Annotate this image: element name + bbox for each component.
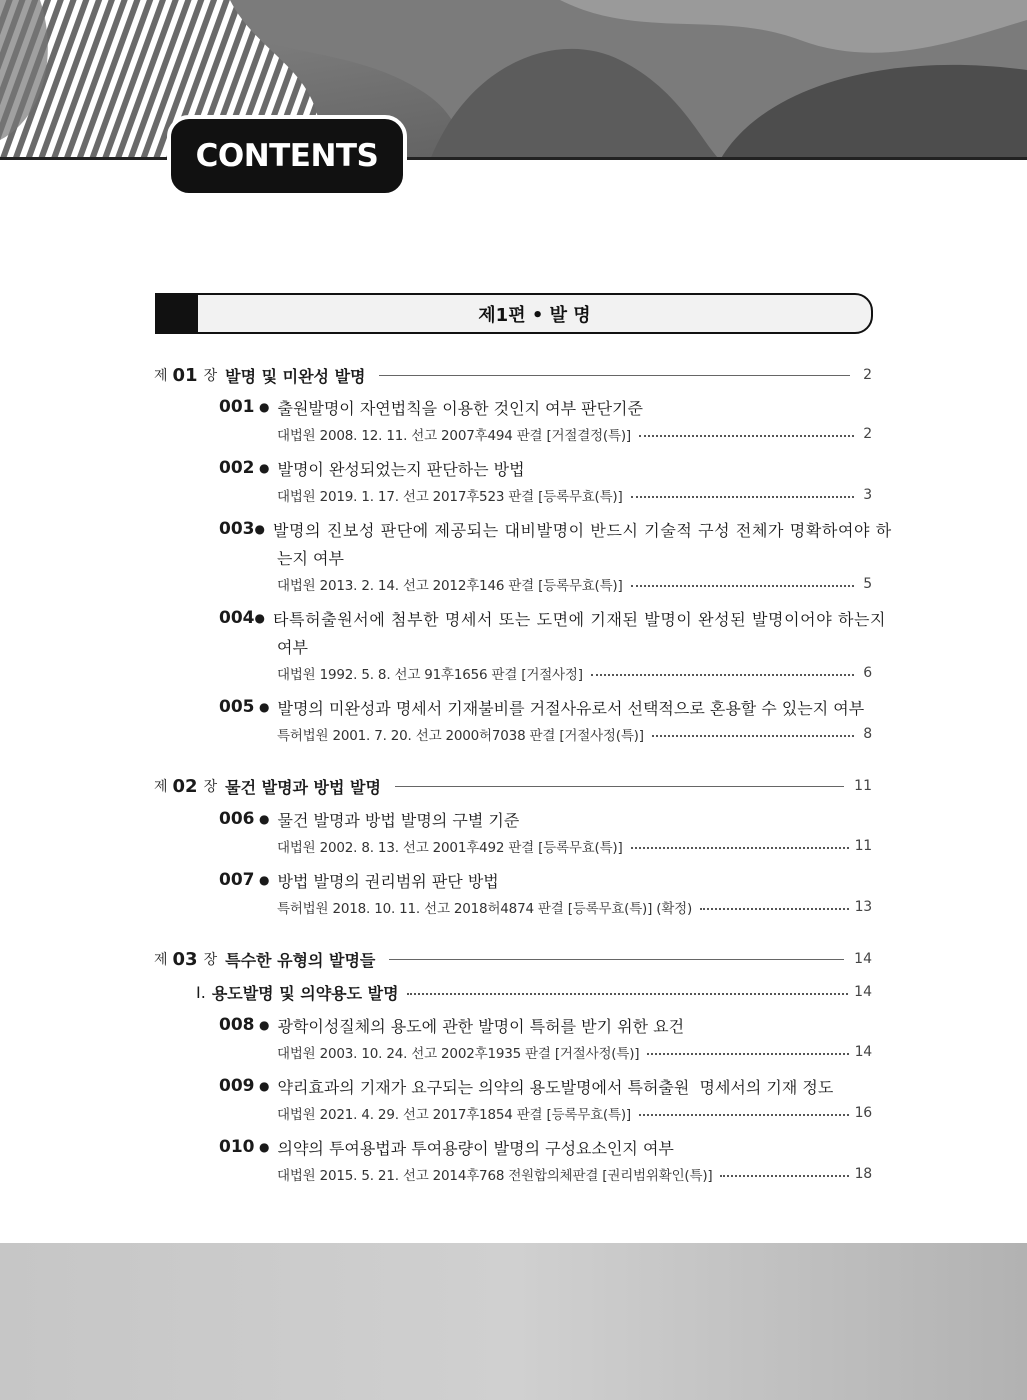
chapter-name: 물건 발명과 방법 발명 [225, 777, 381, 797]
part-banner [155, 293, 873, 334]
leader-dots [720, 1175, 848, 1177]
citation-010: 대법원 2015. 5. 21. 선고 2014후768 전원합의체판결 [권리범위확인(특)] 18 [277, 1166, 872, 1184]
citation-008: 대법원 2003. 10. 24. 선고 2002후1935 판결 [거절사정(특)] 14 [277, 1044, 872, 1062]
leader-dots [631, 585, 854, 587]
toc-item-001[interactable]: 001 ● 출원발명이 자연법칙을 이용한 것인지 여부 판단기준 [219, 397, 643, 418]
leader-rule [395, 786, 844, 787]
citation-009: 대법원 2021. 4. 29. 선고 2017후1854 판결 [등록무효(특)] 16 [277, 1105, 872, 1123]
citation-001: 대법원 2008. 12. 11. 선고 2007후494 판결 [거절결정(특)] 2 [277, 426, 872, 444]
bullet-icon: ● [254, 522, 265, 536]
page-number: 11 [854, 778, 872, 794]
leader-dots [631, 496, 854, 498]
bullet-icon: ● [259, 873, 270, 887]
citation-006: 대법원 2002. 8. 13. 선고 2001후492 판결 [등록무효(특)] 11 [277, 838, 872, 856]
leader-dots [591, 674, 854, 676]
header-artwork [0, 0, 1027, 160]
toc-item-004-cont: 여부 [277, 637, 308, 657]
toc-item-009[interactable]: 009 ● 약리효과의 기재가 요구되는 의약의 용도발명에서 특허출원 명세서의 기재 정도 [219, 1076, 834, 1097]
contents-badge: CONTENTS [167, 115, 407, 197]
toc-item-008[interactable]: 008 ● 광학이성질체의 용도에 관한 발명이 특허를 받기 위한 요건 [219, 1015, 685, 1036]
leader-dots [647, 1053, 848, 1055]
toc-item-010[interactable]: 010 ● 의약의 투여용법과 투여용량이 발명의 구성요소인지 여부 [219, 1137, 674, 1158]
bullet-icon: ● [259, 400, 270, 414]
bullet-icon: ● [259, 812, 270, 826]
section-1[interactable]: Ⅰ. 용도발명 및 의약용도 발명 14 [196, 982, 872, 1003]
chapter-01[interactable]: 제 01 장 발명 및 미완성 발명 2 [154, 364, 872, 386]
leader-dots [639, 1114, 849, 1116]
chapter-02[interactable]: 제 02 장 물건 발명과 방법 발명 11 [154, 775, 872, 797]
citation-004: 대법원 1992. 5. 8. 선고 91후1656 판결 [거절사정] 6 [277, 665, 872, 683]
chapter-name: 특수한 유형의 발명들 [225, 950, 376, 970]
citation-007: 특허법원 2018. 10. 11. 선고 2018허4874 판결 [등록무효(특)] (확정) 13 [277, 899, 872, 917]
banner-block [157, 295, 198, 332]
leader-dots [639, 435, 854, 437]
bullet-icon: ● [259, 1018, 270, 1032]
leader-dots [700, 908, 848, 910]
toc-item-006[interactable]: 006 ● 물건 발명과 방법 발명의 구별 기준 [219, 809, 520, 830]
part-title: 제1편 • 발 명 [478, 304, 591, 326]
chapter-03[interactable]: 제 03 장 특수한 유형의 발명들 14 [154, 948, 872, 970]
leader-dots [407, 993, 849, 995]
bullet-icon: ● [259, 700, 270, 714]
toc-item-003[interactable]: 003 ● 발명의 진보성 판단에 제공되는 대비발명이 반드시 기술적 구성 전체가 명확하여야 하 [219, 519, 892, 540]
leader-rule [389, 959, 844, 960]
chapter-name: 발명 및 미완성 발명 [225, 366, 366, 386]
page-number: 2 [863, 367, 872, 383]
footer-band [0, 1243, 1027, 1400]
bullet-icon: ● [259, 461, 270, 475]
leader-dots [631, 847, 849, 849]
citation-005: 특허법원 2001. 7. 20. 선고 2000허7038 판결 [거절사정(특)] 8 [277, 726, 872, 744]
toc-item-007[interactable]: 007 ● 방법 발명의 권리범위 판단 방법 [219, 870, 499, 891]
bullet-icon: ● [254, 611, 265, 625]
bullet-icon: ● [259, 1140, 270, 1154]
page-number: 14 [854, 951, 872, 967]
citation-003: 대법원 2013. 2. 14. 선고 2012후146 판결 [등록무효(특)] 5 [277, 576, 872, 594]
section-roman: Ⅰ. [196, 982, 206, 1002]
section-name: 용도발명 및 의약용도 발명 [211, 983, 399, 1003]
leader-rule [379, 375, 850, 376]
toc-item-005[interactable]: 005 ● 발명의 미완성과 명세서 기재불비를 거절사유로서 선택적으로 혼용할 수 있는지 여부 [219, 697, 865, 718]
toc-item-003-cont: 는지 여부 [277, 548, 344, 568]
bullet-icon: ● [259, 1079, 270, 1093]
toc-item-002[interactable]: 002 ● 발명이 완성되었는지 판단하는 방법 [219, 458, 525, 479]
leader-dots [652, 735, 854, 737]
citation-002: 대법원 2019. 1. 17. 선고 2017후523 판결 [등록무효(특)] 3 [277, 487, 872, 505]
toc-item-004[interactable]: 004 ● 타특허출원서에 첨부한 명세서 또는 도면에 기재된 발명이 완성된 발명이어야 하는지 [219, 608, 887, 629]
